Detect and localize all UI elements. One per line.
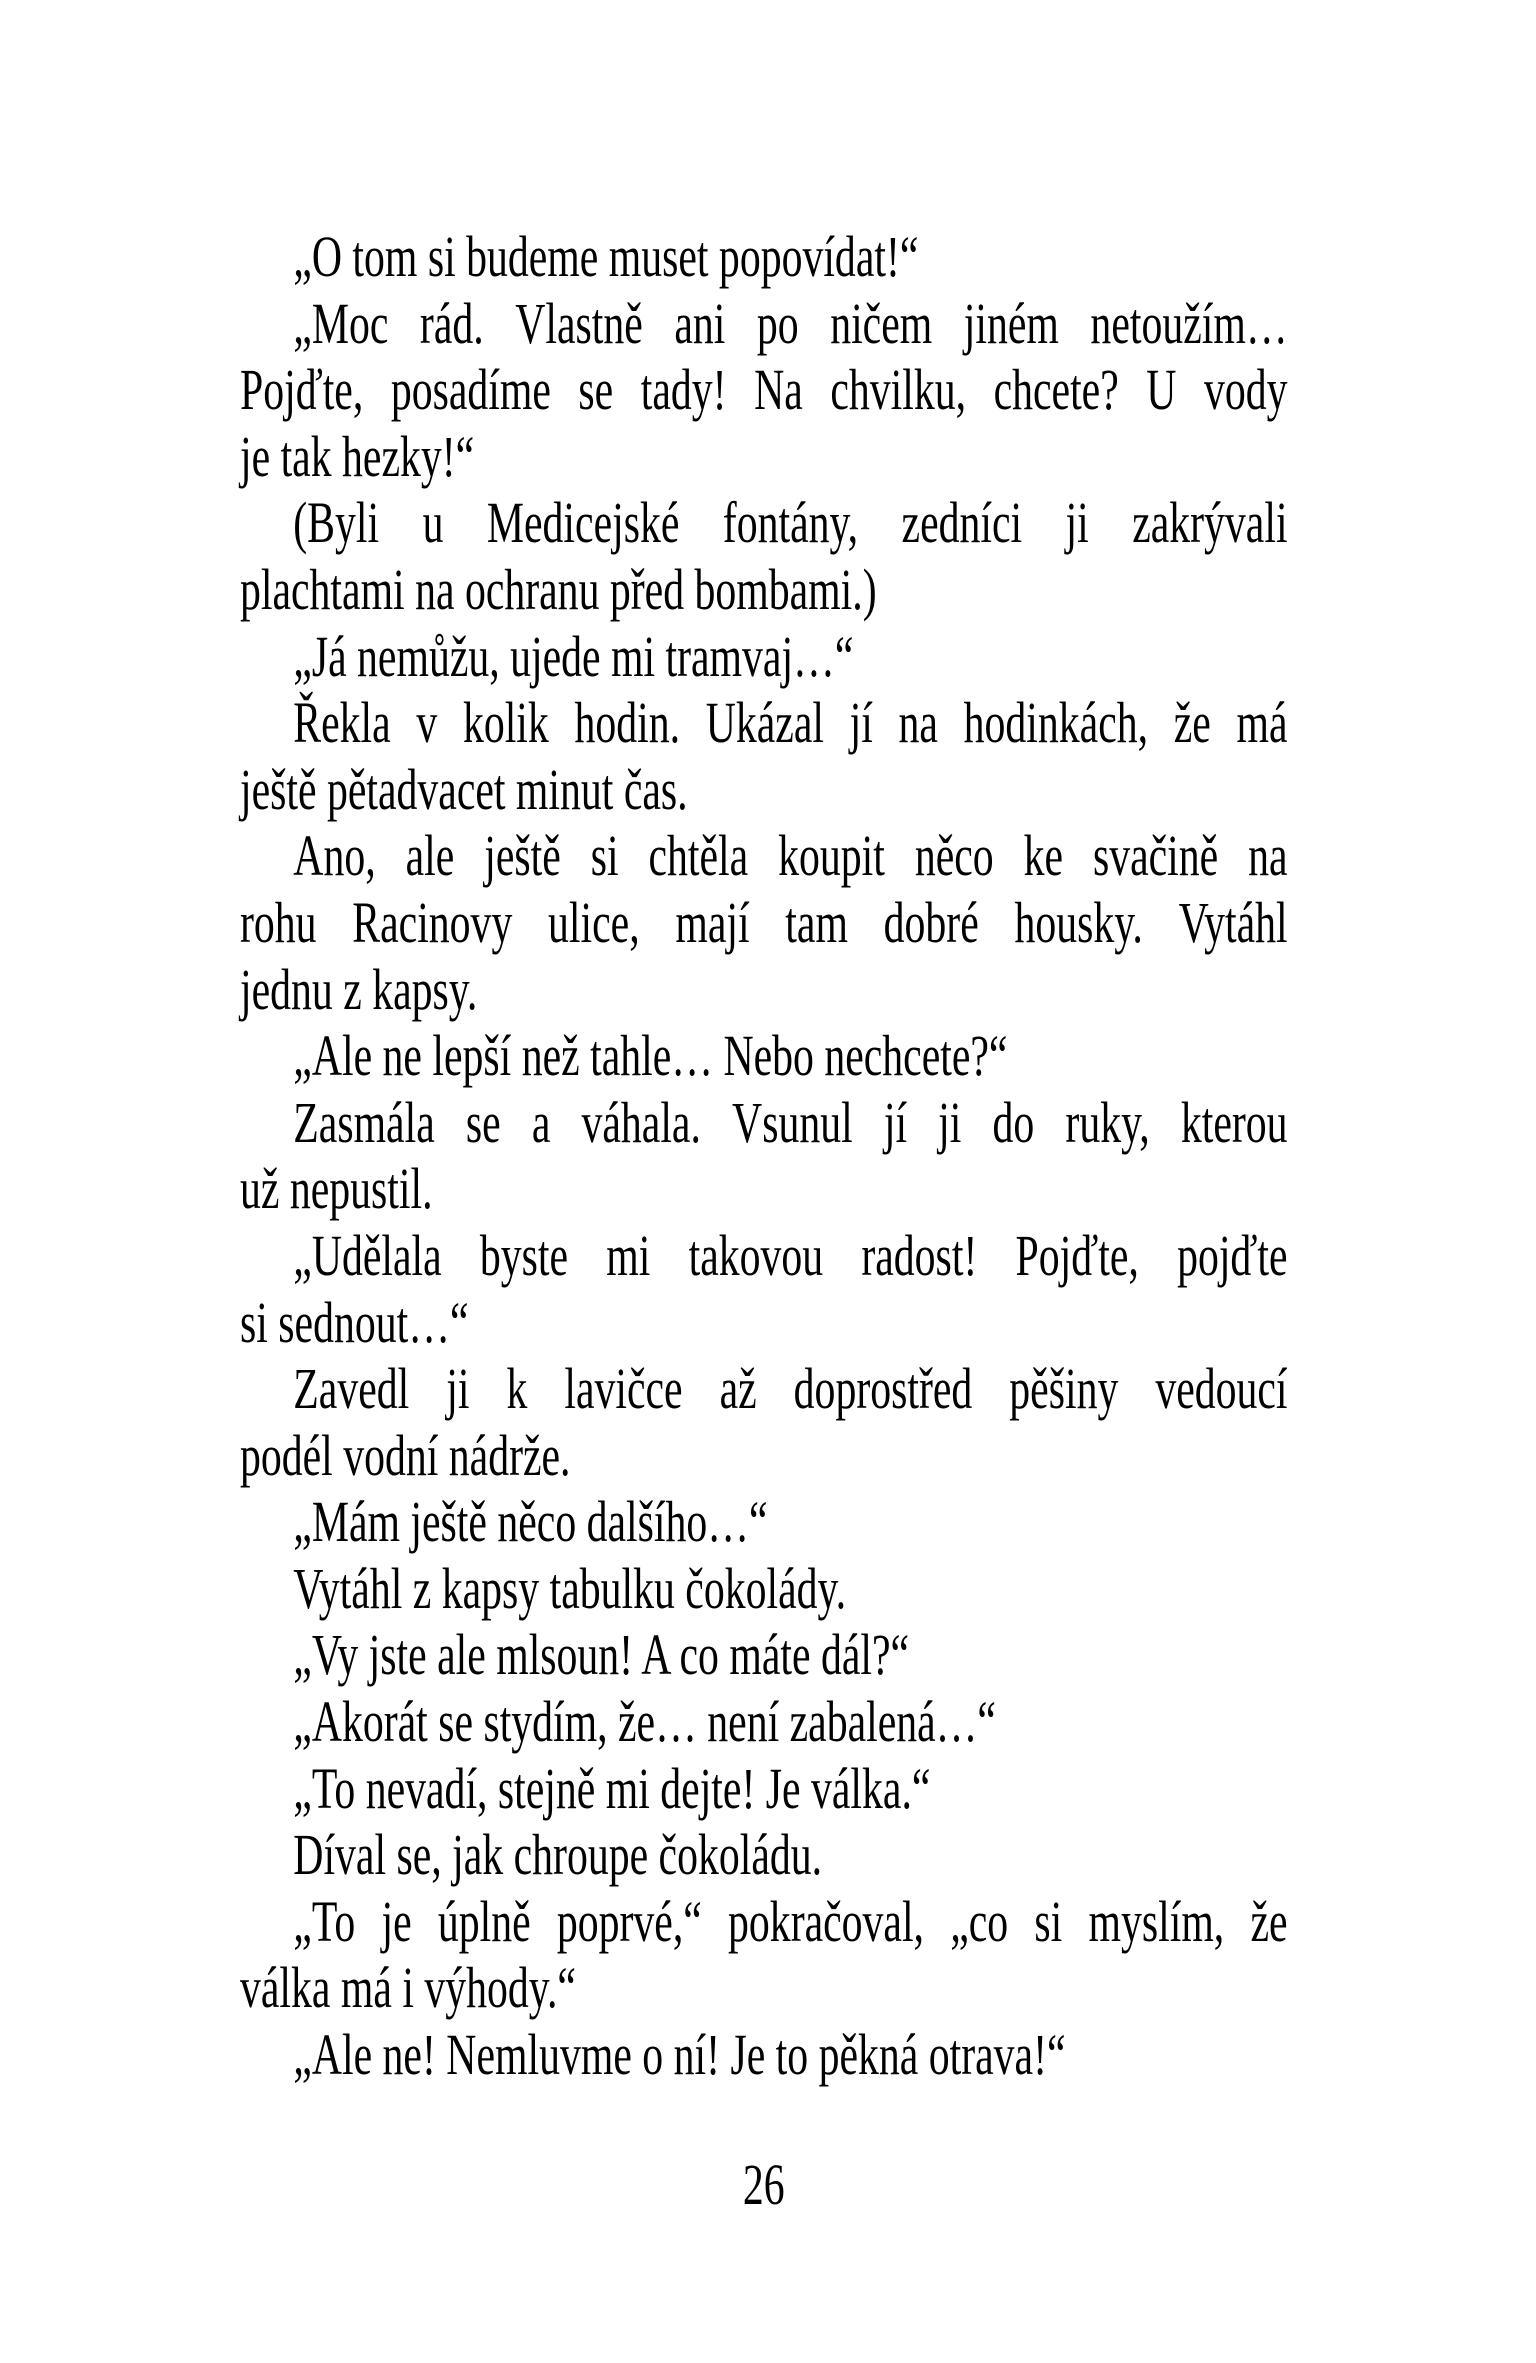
text-line: „Ale ne! Nemluvme o ní! Je to pěkná otrava!“	[293, 2022, 1066, 2088]
text-line: „Mám ještě něco dalšího…“	[293, 1489, 768, 1555]
text-line: „O tom si budeme muset popovídat!“	[293, 224, 919, 289]
text-line: Vytáhl z kapsy tabulku čokolády.	[293, 1555, 847, 1621]
text-line: podél vodní nádrže.	[240, 1422, 571, 1488]
text-line: Díval se, jak chroupe čokoládu.	[293, 1822, 823, 1888]
text-line: „To je úplně poprvé,“ pokračoval, „co si myslím, že	[293, 1888, 1288, 1954]
text-line: „Moc rád. Vlastně ani po ničem jiném netoužím…	[293, 290, 1288, 356]
text-line: rohu Racinovy ulice, mají tam dobré housky. Vytáhl	[240, 889, 1288, 955]
text-line: Pojďte, posadíme se tady! Na chvilku, chcete? U vody	[240, 357, 1288, 423]
text-line: „Ale ne lepší než tahle… Nebo nechcete?“	[293, 1023, 1008, 1089]
text-line: už nepustil.	[240, 1156, 433, 1222]
text-line: Zasmála se a váhala. Vsunul jí ji do ruky, kterou	[293, 1089, 1288, 1155]
text-line: si sednout…“	[240, 1289, 469, 1355]
text-line: ještě pětadvacet minut čas.	[240, 756, 688, 822]
page-number: 26	[742, 2151, 785, 2217]
text-line: Ano, ale ještě si chtěla koupit něco ke svačině na	[293, 823, 1288, 889]
text-line: „Udělala byste mi takovou radost! Pojďte, pojďte	[293, 1222, 1288, 1288]
text-line: válka má i výhody.“	[240, 1955, 576, 2021]
text-line: „Já nemůžu, ujede mi tramvaj…“	[293, 623, 854, 689]
text-line: Řekla v kolik hodin. Ukázal jí na hodinkách, že má	[293, 690, 1288, 756]
text-line: „To nevadí, stejně mi dejte! Je válka.“	[293, 1755, 931, 1821]
text-line: (Byli u Medicejské fontány, zedníci ji zakrývali	[293, 490, 1288, 556]
text-line: je tak hezky!“	[240, 423, 475, 489]
text-line: plachtami na ochranu před bombami.)	[240, 556, 877, 622]
text-line: „Akorát se stydím, že… není zabalená…“	[293, 1689, 996, 1755]
text-line: „Vy jste ale mlsoun! A co máte dál?“	[293, 1622, 910, 1688]
text-line: jednu z kapsy.	[240, 956, 478, 1022]
text-line: Zavedl ji k lavičce až doprostřed pěšiny vedoucí	[293, 1356, 1288, 1422]
text-block	[240, 224, 1288, 2218]
